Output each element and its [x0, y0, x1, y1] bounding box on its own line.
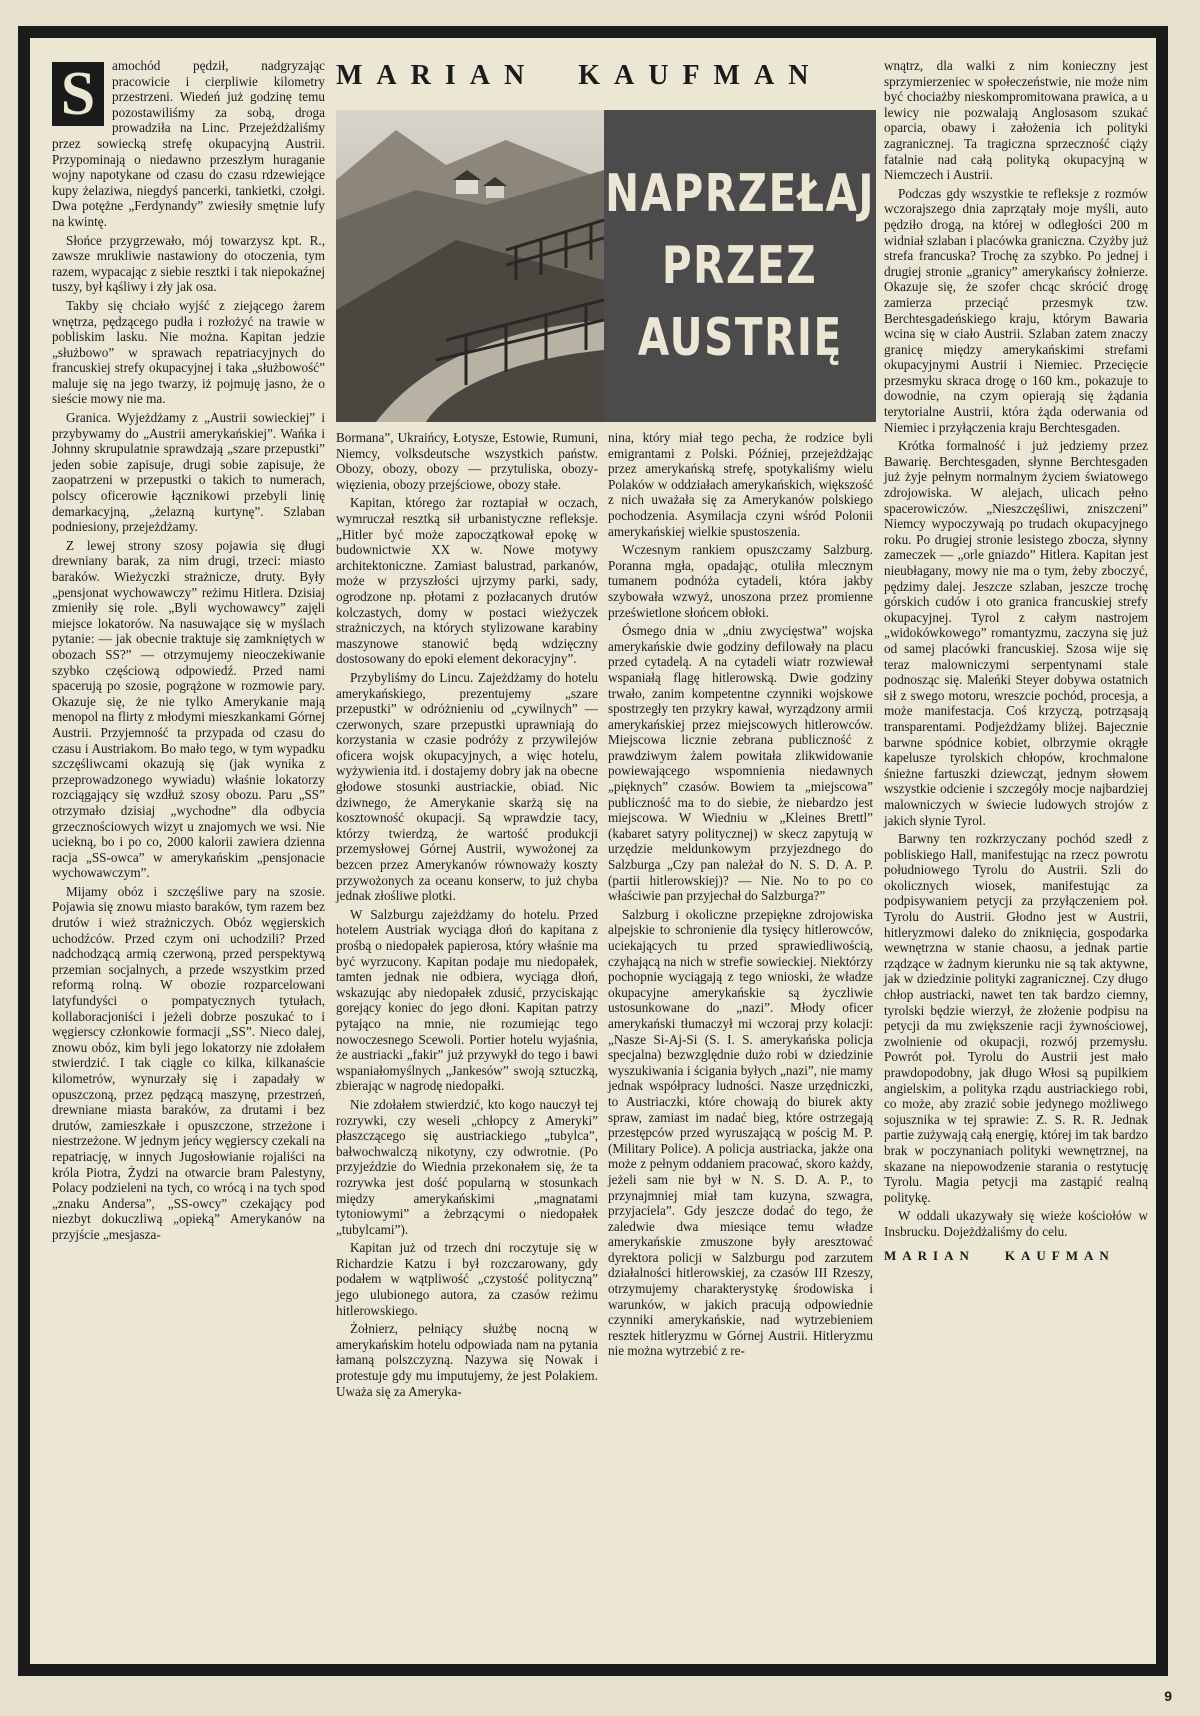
signature-first-name: MARIAN: [884, 1247, 975, 1263]
paragraph: Takby się chciało wyjść z ziejącego żarem wnętrza, pędzącego pudła i rozłożyć na trawie w pobliskim lasku. Nie można. Kapitan jedzie „służbowo” w sprawach repatriacyjnych do francuskiej strefy okupacyjnej i taka „służbowość” maluje się na jego twarzy, iż pojmuję jasno, że o sieście mowy nie ma.: [52, 297, 325, 407]
paragraph: Krótka formalność i już jedziemy przez Bawarię. Berchtesgaden, słynne Berchtesgaden już żyje pełnym normalnym życiem światowego zdrojowiska. W alejach, ulicach pełno spacerowiczów. „Nieszczęśliwi, zniszczeni” Niemcy wypoczywają po trudach okupacyjnego roku. Po drugiej stronie lesistego zbocza, słynny zameczek — „orle gniazdo” Hitlera. Kapitan jest nieubłagany, mowy nie ma o tym, żeby zboczyć, pędzimy dalej. Jeszcze szlaban, jeszcze trochę górskich cudów i oto granica francuskiej strefy okupacyjnej. Tyrol z całym nastrojem „widokówkowego” romantyzmu, zaczyna się już od samej placówki francuskiej. Szosa wije się teraz malowniczymi serpentynami stale podnosząc się. Maleńki Steyer dobywa ostatnich sił z swego motoru, wreszcie pochód, procesja, a może manifestacja. Coś krzyczą, potrząsają transparentami. Podjeżdżamy bliżej. Bajecznie barwne spódnice kobiet, olbrzymie okrągłe kapelusze tyrolskich chłopów, krochmalone śnieżne fartuszki dziewcząt, jednym słowem wszystkie odcienie i szczegóły mocje najbardziej malowniczych w świecie ludowych strojów z jakich słynie Tyrol.: [884, 438, 1148, 828]
paragraph: Nie zdołałem stwierdzić, kto kogo nauczył tej rozrywki, czy weseli „chłopcy z Ameryki” płaszczącego się austriackiego „tubylca”, bałwochwalczą nikotyny, czy odwrotnie. (Po przyjeździe do Wiednia przekonałem się, że ta rozrywka jest dość popularną w stosunkach między amerykańskimi „magnatami tytoniowymi” a żebrzącymi o niedopałek „tubylcami”).: [336, 1096, 598, 1237]
author-signature: [884, 1248, 1148, 1264]
paragraph: nina, który miał tego pecha, że rodzice byli emigrantami z Polski. Później, przejeżdżając przez amerykańską strefę, spotykaliśmy wielu Polaków w oddziałach amerykańskich, większość z nich uważała się za Amerykanów polskiego pochodzenia. Asymilacja czyni wśród Polonii amerykańskiej wielkie spustoszenia.: [608, 430, 873, 539]
paragraph: Mijamy obóz i szczęśliwe pary na szosie. Pojawia się znowu miasto baraków, tym razem bez drutów i wież strażniczych. Obóz węgierskich uchodźców. Przed czym oni uchodzili? Przed nadchodzącą armią czerwoną, przed perspektywą przemian socjalnych, a przede wszystkim przed reformą rolną. W obozie rozparcelowani latyfundyści o pompatycznych tytułach, kollaboracjoniści i jeżeli dobrze poszukać to i węgierscy członkowie formacji „SS”. Nieco dalej, znowu obóz, kim byli jego lokatorzy nie zdołałem stwierdzić. I tak ciągle co kilka, kilkanaście kilometrów, wynurzały się i zapadały w opuszczoną, przez pędzącą maszynę, przestrzeń, drewniane miasta baraków, za drutami i bez drutów, zamieszkałe i opuszczone, strzeżone i niestrzeżone. W jednym jeńcy węgierscy czekali na repatriację, w innych Jugosłowianie rojaliści na króla Piotra, Żydzi na otwarcie bram Palestyny, Polacy podzieleni na tych, co wrócą i na tych spod „znaku Andersa”, „SS-owcy” czekający pod niezbyt dokuczliwą „opieką” Amerykanów na przyjście „mesjasza-: [52, 883, 325, 1242]
paragraph: Z lewej strony szosy pojawia się długi drewniany barak, za nim drugi, trzeci: miasto baraków. Wieżyczki strażnicze, druty. Były „pensjonat wychowawczy” reżimu Hitlera. Dzisiaj zmieniły się role. „Byli wychowawcy” zajęli miejsce lokatorów. Na nasuwające się w myślach pytanie: — jak obecnie traktuje się zamkniętych w obozach SS?” — otrzymujemy nieoczekiwanie szybko częściową odpowiedź. Przed nami spacerują po szosie, pogrążone w rozmowie pary. Okazuje się, że nie tylko Amerykanie mają menopol na flirty z młodymi mieszkankami Górnej Austrii. Przyjemność ta przypada od czasu do czasu i Austriakom. Bo mało tego, w tym wypadku szczęśliwcami okazują się (jak wynika z przeprowadzonego wywiadu) właśnie lokatorzy rozciągający się wzdłuż szosy obozu. Paru „SS” otrzymało dzisiaj „wychodne” dla odbycia grzecznościowych wizyt u znajomych we wsi. Nie uciekną, bo i po co, 2000 kalorii zawiera dzienna racja „SS-owca” w amerykańskim „pensjonacie wychowawczym”.: [52, 537, 325, 881]
byline-header: [336, 60, 876, 92]
paragraph: Słońce przygrzewało, mój towarzysz kpt. R., zawsze mrukliwie nastawiony do otoczenia, tym razem, wypacając z siebie resztki i tak niepokaźnej tuszy, był kąśliwy i zły jak osa.: [52, 232, 325, 295]
paragraph: Salzburg i okoliczne przepiękne zdrojowiska alpejskie to schronienie dla tysięcy hitlerowców, uciekających tu przed sprawiedliwością, czyhającą na nich w strefie sowieckiej. Niektórzy pochopnie wyciągają z tego wnioski, że władze okupacyjne amerykańskie są życzliwie ustosunkowane do „nazi”. Młody oficer amerykański tłumaczył mi wczoraj przy kolacji: „Nasze Si-Aj-Si (S. I. S. amerykańska policja specjalna) bezwzględnie dużo robi w dziedzinie wyszukiwania i ścigania byłych „nazi”, nie mamy jednak współpracy ludności. Nasze urzędniczki, to Austriaczki, które chowają do biurek akty spraw, zamiast im nadać bieg, które ostrzegają przestępców przed wyruszającą w pościg M. P. (Military Police). A policja austriacka, jakże ona może z pełnym oddaniem pracować, skoro każdy, jeżeli sam nie był w N. S. D. A. P., to przynajmniej miał tam kuzyna, szwagra, przyjaciela”. Gdy jeszcze dodać do tego, że zaledwie dwa miesiące temu władze amerykańskie zmuszone były aresztować dyrektora policji w Salzburgu pod zarzutem działalności hitlerowskiej, za czasów III Rzeszy, otrzymujemy charakterystykę środowiska i warunków, w jakich pracują odpowiednie czynniki amerykańskie, nad wytrzebieniem resztek hitleryzmu w Górnej Austrii. Hitleryzmu nie można wytrzebić z re-: [608, 906, 873, 1359]
column-1: [52, 58, 325, 1246]
paragraph: Przybyliśmy do Lincu. Zajeżdżamy do hotelu amerykańskiego, prezentujemy „szare przepustki” w odróżnieniu od „cywilnych” — czerwonych, szare przepustki uprawniają do korzystania w czasie podróży z przywilejów oficera wojsk okupacyjnych, a więc hotelu, wyżywienia itd. i dostajemy dobry jak na obecne głodowe stosunki austriackie, obiad. Nic dziwnego, że Amerykanie skarżą się na kosztowność okupacji. Są wprawdzie tacy, którzy twierdzą, że wartość produkcji przemysłowej Górnej Austrii, wywożonej za bezcen przez Amerykanów równoważy koszty przywożonych za oceanu konserw, to już chyba jednak złośliwe plotki.: [336, 669, 598, 904]
signature-last-name: KAUFMAN: [1004, 1247, 1115, 1263]
paragraph: W Salzburgu zajeżdżamy do hotelu. Przed hotelem Austriak wyciąga dłoń do kapitana z prośbą o niedopałek papierosa, który właśnie ma być wyrzucony. Kapitan podaje mu niedopałek, tamten jednak nie odbiera, wyciąga dłoń, wskazując aby niedopałek zdusić, przyciskając gorejący koniec do jego dłoni. Kapitan patrzy pytająco na mnie, nie rozumiejąc tego nowoczesnego Scewoli. Portier hotelu wyjaśnia, że austriacki „fakir” już przywykł do tego i bawi wspaniałomyślnych „Jankesów” swoją sztuczką, zbierając w nagrodę niedopałki.: [336, 906, 598, 1094]
headline-line-1: NAPRZEŁAJ: [605, 164, 875, 224]
page-number: 9: [1164, 1688, 1172, 1704]
column-2: [336, 430, 598, 1402]
paragraph: Żołnierz, pełniący służbę nocną w amerykańskim hotelu odpowiada nam na pytania łamaną polszczyzną. Nazywa się Nowak i protestuje gdy mu imputujemy, że jest Polakiem. Uważa się za Ameryka-: [336, 1321, 598, 1399]
paragraph: Ósmego dnia w „dniu zwycięstwa” wojska amerykańskie dwie godziny defilowały na placu przed cytadelą. A na cytadeli wiatr rozwiewał wspaniałą flagę hitlerowską. Dwie godziny trwało, zanim kompetentne czynniki wojskowe spostrzegły ten przykry kawał, wyrządzony armii amerykańskiej przez miejscowych hitlerowców. Miejscowa licznie zebrana publiczność z prawdziwym żalem powitała zlikwidowanie powiewającego wspomnienia niedawnych „pięknych” czasów. Bowiem ta „miejscowa” publiczność ma to do siebie, że niebardzo jest miejscowa. W Wiedniu w „Kleines Brettl” (kabaret satyry politycznej) w skecz zapytują w urzędzie meldunkowym przyjezdnego do Salzburga „Czy pan należał do N. S. D. A. P. (partii hitlerowskiej)? — Nie. No to po co właściwie pan przyjechał do Salzburga?”: [608, 623, 873, 904]
paragraph: Kapitan już od trzech dni roczytuje się w Richardzie Katzu i był rozczarowany, gdy podałem w wątpliwość „czystość polityczną” jego ulubionego autora, za czasów reżimu hitlerowskiego.: [336, 1240, 598, 1318]
column-3: [608, 430, 873, 1362]
headline: [604, 110, 876, 422]
paragraph: Barwny ten rozkrzyczany pochód szedł z pobliskiego Hall, manifestując na rzecz powrotu południowego Tyrolu do Austrii. Szli do okolicznych wiosek, manifestując za podpisywaniem petycji za przyłączeniem poł. Tyrolu do Austrii. Głodno jest w Austrii, hitleryzmowi daleko do zniknięcia, gospodarka wewnętrzna w stanie chaosu, a jednak partie rządzące w żadnym kierunku nie są tak aktywne, jak w dziedzinie polityki zagranicznej. Czy długo chłop austriacki, nawet ten tak bardzo ciemny, tyrolski będzie wierzył, że złożenie podpisu na petycji da mu zwiększenie racji żywnościowej, zwolnienie od okupacji, rozwój przemysłu. Powrót poł. Tyrolu do Austrii jest mało prawdopodobny, jak długo Włosi są pupilkiem angielskim, a polityka rządu austriackiego robi, co może, aby zrazić sobie jedynego możliwego sojusznika w tej sprawie: Z. S. R. R. Jednak partie zużywają całą energię, której im tak bardzo brak w poczynaniach polityki wewnętrznej, na skazane na niepowodzenie starania o restytucję Tyrolu. Magia petycji ma zastąpić realną politykę.: [884, 831, 1148, 1205]
article: [30, 38, 1156, 1664]
paragraph: Bormana”, Ukraińcy, Łotysze, Estowie, Rumuni, Niemcy, volksdeutsche wszystkich państw. Obozy, obozy, obozy — przytuliska, obozy-więzienia, obozy przejściowe, obozy stałe.: [336, 430, 598, 492]
headline-line-3: AUSTRIĘ: [637, 308, 843, 368]
page-frame: [18, 26, 1168, 1676]
headline-line-2: PRZEZ: [662, 236, 818, 296]
drop-cap: S: [52, 62, 104, 126]
paragraph: Kapitan, którego żar roztapiał w oczach, wymruczał resztką sił urbanistyczne refleksje. „Hitler być może zapoczątkował epokę w budownictwie XX w. Nowe motywy architektoniczne. Zamiast balustrad, parkanów, może w przyszłości ujrzymy parki, sady, ogrodzone np. płotami z pozłacanych drutów kolczastych, domy w postaci wieżyczek strażniczych, na których stylizowane karabiny maszynowe stanowić będą wdzięczny dostosowany do epoki element dekoracyjny”.: [336, 495, 598, 667]
mountain-village-illustration: [336, 110, 604, 422]
column-4: [884, 58, 1148, 1263]
paragraph: Wczesnym rankiem opuszczamy Salzburg. Poranna mgła, opadając, otuliła mlecznym tumanem podnóża cytadeli, która jakby szybowała wzwyż, unoszona przez promienne prześwietlone słońcem obłoki.: [608, 542, 873, 620]
paragraph: W oddali ukazywały się wieże kościołów w Insbrucku. Dojeżdżaliśmy do celu.: [884, 1208, 1148, 1239]
landscape-photo: [336, 110, 604, 422]
byline-first-name: MARIAN: [336, 60, 539, 91]
paragraph: wnątrz, dla walki z nim konieczny jest sprzymierzeniec w społeczeństwie, nie może nim być chociażby nieskompromitowana prawica, a u lewicy nie pozwalają Anglosasom szukać oparcia, obawy i założenia ich polityki zagranicznej. Ta tragiczna sprzeczność ciąży fatalnie nad całą polityką okupacyjną w Niemczech i Austrii.: [884, 58, 1148, 183]
paragraph: Podczas gdy wszystkie te refleksje z rozmów wczorajszego dnia zaprzątały moje myśli, auto pędziło drogą, na której w odległości 200 m widniał szlaban i placówka graniczna. Czyżby już strefa francuska? Trochę za szybko. Po jednej i drugiej stronie „granicy” amerykańscy żołnierze. Okazuje się, że szofer chcąc skrócić drogę zamierza przeciąć przesmyk tzw. Berchtesgadeńskiego kraju, którym Bawaria wcina się w ciało Austrii. Szlaban zatem znaczy granicę między amerykańskimi strefami okupacyjnymi Austrii i Niemiec. Przecięcie przesmyku skraca drogę o 160 km., pokazuje to dowodnie, na czym opierają się żądania terytorialne Austrii, która żąda oderwania od Niemiec i przyłączenia kraju Berchtesgaden.: [884, 185, 1149, 435]
paragraph: amochód pędził, nadgryzając pracowicie i cierpliwie kilometry przestrzeni. Wiedeń już godzinę temu pozostawiliśmy za sobą, droga prowadziła na Linc. Przejeżdżaliśmy przez sowiecką strefę okupacyjną Austrii. Przypominają o niedawno przeszłym huraganie wojny napotykane od czasu do czasu rdzewiejące kupy żelaziwa, niegdyś pancerki, tankietki, czołgi. Dwa potężne „Ferdynandy” zwiesiły smętnie lufy na kwintę.: [52, 58, 325, 229]
byline-last-name: KAUFMAN: [578, 60, 823, 91]
paragraph: Granica. Wyjeżdżamy z „Austrii sowieckiej” i przybywamy do „Austrii amerykańskiej”. Wańka i Johnny skrupulatnie sprawdzają „szare przepustki” jeden sobie zapisuje, drugi sobie zapisuje, że zaopatrzeni w przepustki o takich to numerach, polscy oficerowie łącznikowi przebyli linię demarkacyjną, „żelazną kurtynę”. Szlaban podniesiony, przejeżdżamy.: [52, 410, 325, 535]
